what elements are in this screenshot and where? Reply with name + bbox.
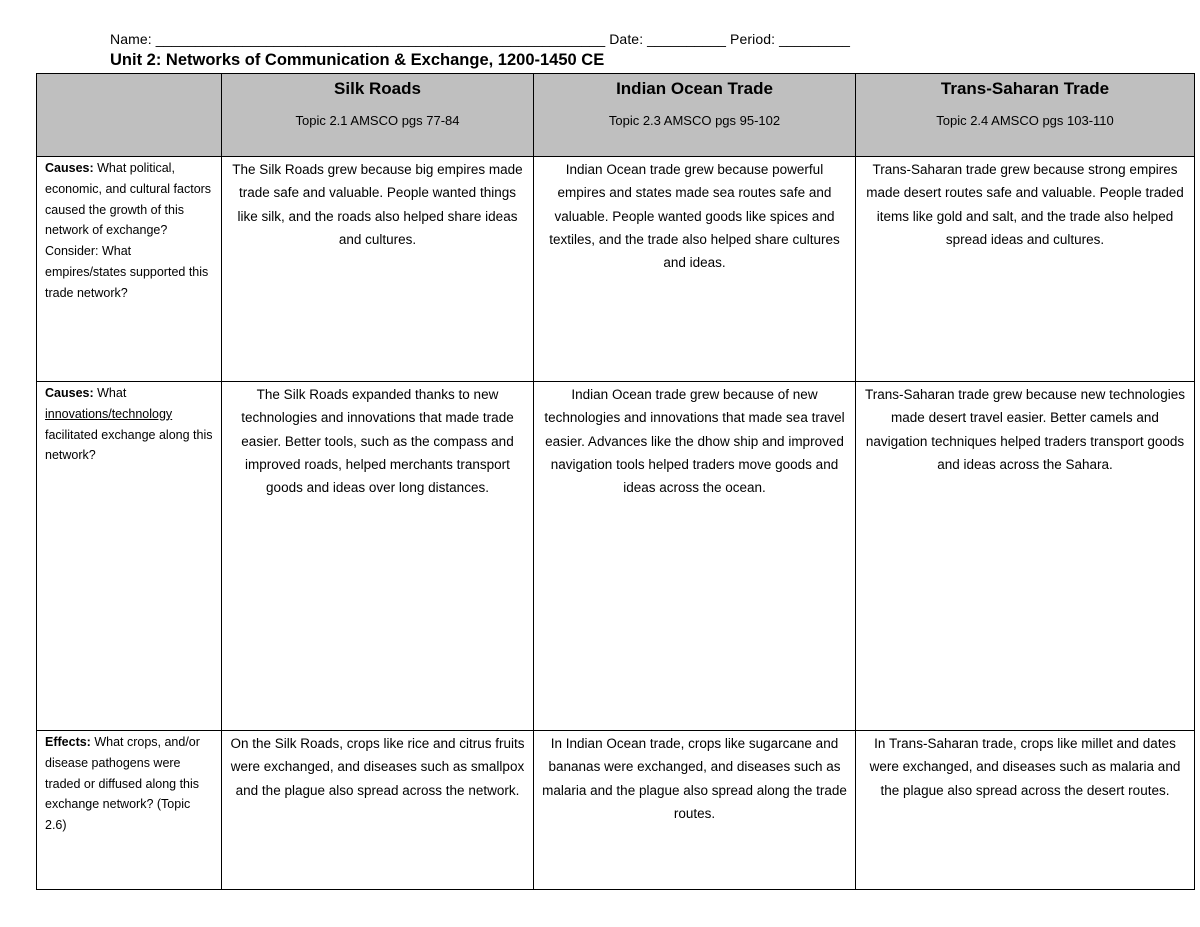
row-label-text: What — [93, 386, 127, 400]
column-title: Silk Roads — [334, 79, 421, 98]
column-header-silk-roads — [222, 74, 534, 157]
row-label — [37, 731, 222, 890]
row-political-causes — [37, 157, 1195, 382]
answer-cell[interactable]: Indian Ocean trade grew because of new technologies and innovations that made sea travel easier. Advances like the dhow ship and improved navigation tools helped traders move goods and ideas across the ocean. — [534, 382, 856, 731]
row-label — [37, 157, 222, 382]
row-technology-causes — [37, 382, 1195, 731]
trade-networks-chart — [36, 73, 1195, 890]
row-label-bold: Effects: — [45, 735, 91, 749]
answer-cell[interactable]: In Indian Ocean trade, crops like sugarcane and bananas were exchanged, and diseases such as malaria and the plague also spread along the trade routes. — [534, 731, 856, 890]
row-effects — [37, 731, 1195, 890]
answer-cell[interactable]: On the Silk Roads, crops like rice and citrus fruits were exchanged, and diseases such as smallpox and the plague also spread across the network. — [222, 731, 534, 890]
row-label-bold: Causes: — [45, 161, 94, 175]
column-topic: Topic 2.4 AMSCO pgs 103-110 — [936, 113, 1114, 128]
name-date-period-line: Name: _________________________________________________________ Date: __________ Period: _________ — [110, 31, 851, 47]
answer-cell[interactable]: The Silk Roads expanded thanks to new technologies and innovations that made trade easier. Better tools, such as the compass and improved roads, helped merchants transport goods and ideas over long distances. — [222, 382, 534, 731]
page-title: Unit 2: Networks of Communication & Exchange, 1200-1450 CE — [110, 51, 605, 69]
corner-cell — [37, 74, 222, 157]
row-label-underline: innovations/technology — [45, 406, 173, 421]
column-topic: Topic 2.1 AMSCO pgs 77-84 — [295, 113, 460, 128]
row-label-bold: Causes: — [45, 386, 94, 400]
answer-cell[interactable]: The Silk Roads grew because big empires made trade safe and valuable. People wanted things like silk, and the roads also helped share ideas and cultures. — [222, 157, 534, 382]
row-label-text: What political, economic, and cultural factors caused the growth of this network of exchange? Consider: What empires/states supported this trade network? — [45, 161, 212, 300]
column-header-indian-ocean — [534, 74, 856, 157]
row-label — [37, 382, 222, 731]
column-topic: Topic 2.3 AMSCO pgs 95-102 — [608, 113, 781, 128]
row-label-text: What crops, and/or disease pathogens were traded or diffused along this exchange network? (Topic 2.6) — [45, 735, 200, 833]
answer-cell[interactable]: In Trans-Saharan trade, crops like millet and dates were exchanged, and diseases such as malaria and the plague also spread across the desert routes. — [856, 731, 1195, 890]
column-title: Indian Ocean Trade — [616, 79, 773, 98]
column-title: Trans-Saharan Trade — [940, 79, 1110, 98]
header-row — [37, 74, 1195, 157]
column-header-trans-saharan — [856, 74, 1195, 157]
row-label-text: facilitated exchange along this network? — [45, 427, 213, 463]
answer-cell[interactable]: Trans-Saharan trade grew because strong empires made desert routes safe and valuable. People traded items like gold and salt, and the trade also helped spread ideas and cultures. — [856, 157, 1195, 382]
answer-cell[interactable]: Trans-Saharan trade grew because new technologies made desert travel easier. Better camels and navigation techniques helped traders transport goods and ideas across the Sahara. — [856, 382, 1195, 731]
answer-cell[interactable]: Indian Ocean trade grew because powerful empires and states made sea routes safe and valuable. People wanted goods like spices and textiles, and the trade also helped share cultures and ideas. — [534, 157, 856, 382]
